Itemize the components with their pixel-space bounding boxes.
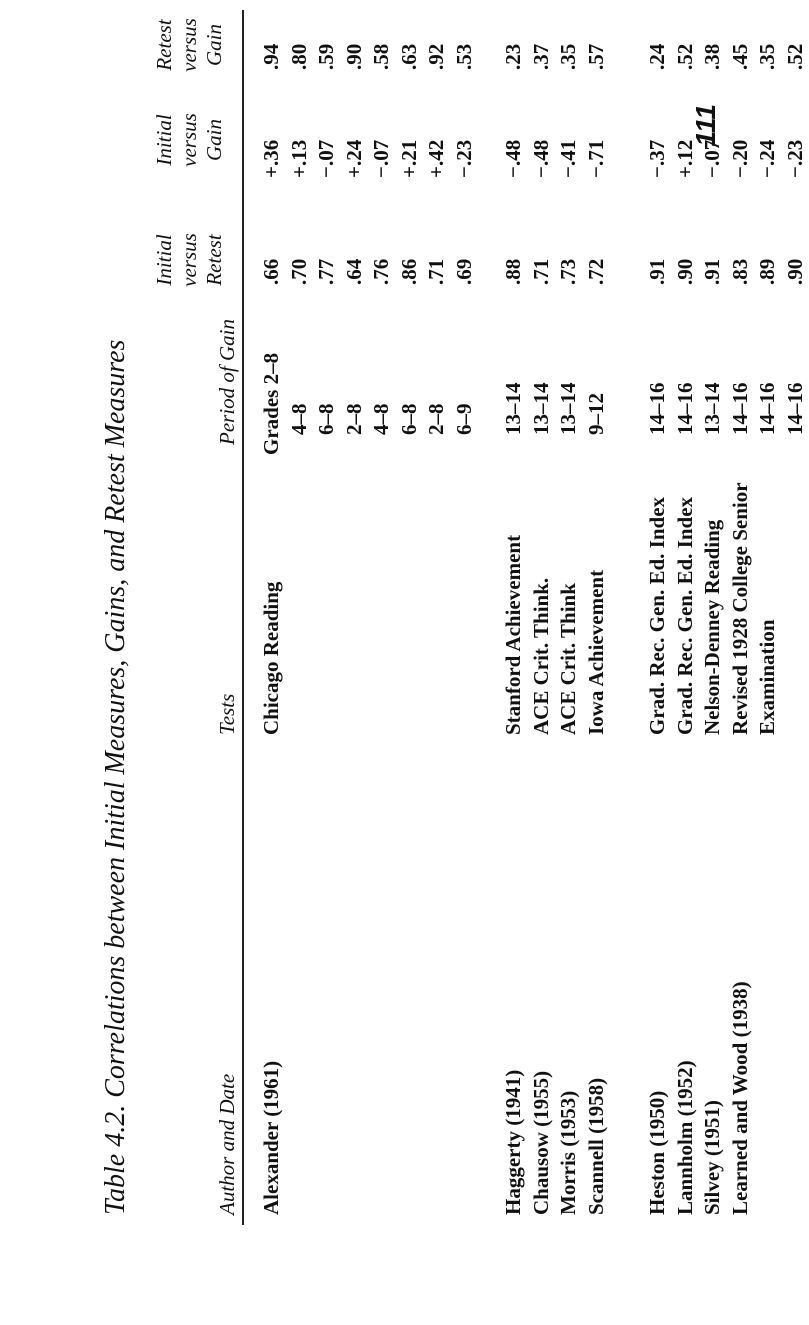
initial-gain-cell: −.07 bbox=[314, 139, 338, 178]
header-initial-gain: Initial versus Gain bbox=[152, 113, 226, 167]
period-cell: 13–14 bbox=[700, 382, 724, 435]
test-cell: Chicago Reading bbox=[259, 581, 283, 735]
author-cell: Silvey (1951) bbox=[700, 1100, 724, 1215]
initial-retest-cell: .71 bbox=[528, 258, 553, 285]
author-cell: Alexander (1961) bbox=[259, 1060, 283, 1215]
test-cell: Nelson-Denney Reading bbox=[700, 519, 724, 735]
period-cell: 2–8 bbox=[341, 403, 366, 435]
retest-gain-cell: .57 bbox=[583, 43, 608, 70]
author-cell: Lannholm (1952) bbox=[672, 1060, 697, 1215]
period-cell: 14–16 bbox=[755, 382, 779, 435]
test-cell: ACE Crit. Think. bbox=[528, 577, 553, 735]
retest-gain-cell: .35 bbox=[755, 43, 779, 70]
initial-gain-cell: +.36 bbox=[259, 139, 283, 178]
period-cell: 13–14 bbox=[556, 382, 580, 435]
retest-gain-cell: .45 bbox=[727, 43, 752, 70]
initial-gain-cell: −.23 bbox=[782, 139, 807, 178]
test-cell: Stanford Achievement bbox=[501, 534, 525, 735]
initial-retest-cell: .91 bbox=[645, 258, 669, 285]
initial-retest-cell: .89 bbox=[755, 258, 779, 285]
test-cell: Iowa Achievement bbox=[583, 569, 608, 735]
initial-gain-cell: +.13 bbox=[286, 139, 311, 178]
initial-retest-cell: .91 bbox=[700, 258, 724, 285]
initial-retest-cell: .71 bbox=[424, 258, 448, 285]
initial-gain-cell: +.42 bbox=[424, 139, 448, 178]
retest-gain-cell: .52 bbox=[672, 43, 697, 70]
test-cell: Grad. Rec. Gen. Ed. Index bbox=[672, 496, 697, 735]
retest-gain-cell: .52 bbox=[782, 43, 807, 70]
period-cell: 13–14 bbox=[501, 382, 525, 435]
header-tests: Tests bbox=[215, 693, 239, 735]
initial-retest-cell: .77 bbox=[314, 258, 338, 285]
retest-gain-cell: .63 bbox=[396, 43, 421, 70]
test-cell: Examination bbox=[755, 619, 779, 735]
period-cell: 2–8 bbox=[424, 403, 448, 435]
initial-gain-cell: −.48 bbox=[528, 139, 553, 178]
header-author: Author and Date bbox=[215, 1073, 239, 1215]
initial-retest-cell: .66 bbox=[259, 258, 283, 285]
initial-gain-cell: +.24 bbox=[341, 139, 366, 178]
test-cell: ACE Crit. Think bbox=[556, 583, 580, 735]
retest-gain-cell: .58 bbox=[369, 43, 393, 70]
author-cell: Haggerty (1941) bbox=[501, 1069, 525, 1215]
period-cell: 4–8 bbox=[369, 403, 393, 435]
test-cell: Revised 1928 College Senior bbox=[727, 482, 752, 735]
period-cell: 4–8 bbox=[286, 403, 311, 435]
initial-retest-cell: .73 bbox=[556, 258, 580, 285]
retest-gain-cell: .59 bbox=[314, 43, 338, 70]
initial-gain-cell: −.20 bbox=[727, 139, 752, 178]
author-cell: Chausow (1955) bbox=[528, 1070, 553, 1215]
initial-retest-cell: .83 bbox=[727, 258, 752, 285]
period-cell: 6–8 bbox=[396, 403, 421, 435]
initial-gain-cell: +.21 bbox=[396, 139, 421, 178]
initial-retest-cell: .64 bbox=[341, 258, 366, 285]
retest-gain-cell: .35 bbox=[556, 43, 580, 70]
initial-gain-cell: +.12 bbox=[672, 139, 697, 178]
retest-gain-cell: .90 bbox=[341, 43, 366, 70]
initial-gain-cell: −.48 bbox=[501, 139, 525, 178]
period-cell: 6–8 bbox=[314, 403, 338, 435]
initial-retest-cell: .88 bbox=[501, 258, 525, 285]
retest-gain-cell: .92 bbox=[424, 43, 448, 70]
initial-retest-cell: .76 bbox=[369, 258, 393, 285]
initial-retest-cell: .72 bbox=[583, 258, 608, 285]
initial-retest-cell: .70 bbox=[286, 258, 311, 285]
period-cell: 13–14 bbox=[528, 382, 553, 435]
retest-gain-cell: .38 bbox=[700, 43, 724, 70]
test-cell: Grad. Rec. Gen. Ed. Index bbox=[645, 496, 669, 735]
retest-gain-cell: .37 bbox=[528, 43, 553, 70]
author-cell: Morris (1953) bbox=[556, 1090, 580, 1215]
initial-retest-cell: .69 bbox=[451, 258, 476, 285]
period-cell: 14–16 bbox=[727, 382, 752, 435]
author-cell: Heston (1950) bbox=[645, 1090, 669, 1215]
period-cell: 14–16 bbox=[672, 382, 697, 435]
initial-gain-cell: −.07 bbox=[369, 139, 393, 178]
period-cell: Grades 2–8 bbox=[259, 352, 283, 455]
initial-retest-cell: .90 bbox=[782, 258, 807, 285]
header-rule bbox=[242, 10, 244, 1225]
initial-retest-cell: .86 bbox=[396, 258, 421, 285]
retest-gain-cell: .24 bbox=[645, 43, 669, 70]
initial-gain-cell: −.23 bbox=[451, 139, 476, 178]
retest-gain-cell: .23 bbox=[501, 43, 525, 70]
retest-gain-cell: .80 bbox=[286, 43, 311, 70]
initial-gain-cell: −.41 bbox=[556, 139, 580, 178]
initial-gain-cell: −.24 bbox=[755, 139, 779, 178]
initial-retest-cell: .90 bbox=[672, 258, 697, 285]
retest-gain-cell: .94 bbox=[259, 43, 283, 70]
period-cell: 6–9 bbox=[451, 403, 476, 435]
header-retest-gain: Retest versus Gain bbox=[152, 18, 226, 72]
page-number: 111 bbox=[690, 104, 721, 147]
period-cell: 9–12 bbox=[583, 393, 608, 435]
author-cell: Scannell (1958) bbox=[583, 1077, 608, 1215]
author-cell: Learned and Wood (1938) bbox=[727, 981, 752, 1215]
header-period: Period of Gain bbox=[215, 319, 239, 445]
initial-gain-cell: −.71 bbox=[583, 139, 608, 178]
period-cell: 14–16 bbox=[782, 382, 807, 435]
table-caption: Table 4.2. Correlations between Initial Measures, Gains, and Retest Measures bbox=[100, 339, 131, 1215]
header-initial-retest: Initial versus Retest bbox=[152, 233, 226, 287]
initial-gain-cell: −.07 bbox=[700, 139, 724, 178]
period-cell: 14–16 bbox=[645, 382, 669, 435]
initial-gain-cell: −.37 bbox=[645, 139, 669, 178]
retest-gain-cell: .53 bbox=[451, 43, 476, 70]
